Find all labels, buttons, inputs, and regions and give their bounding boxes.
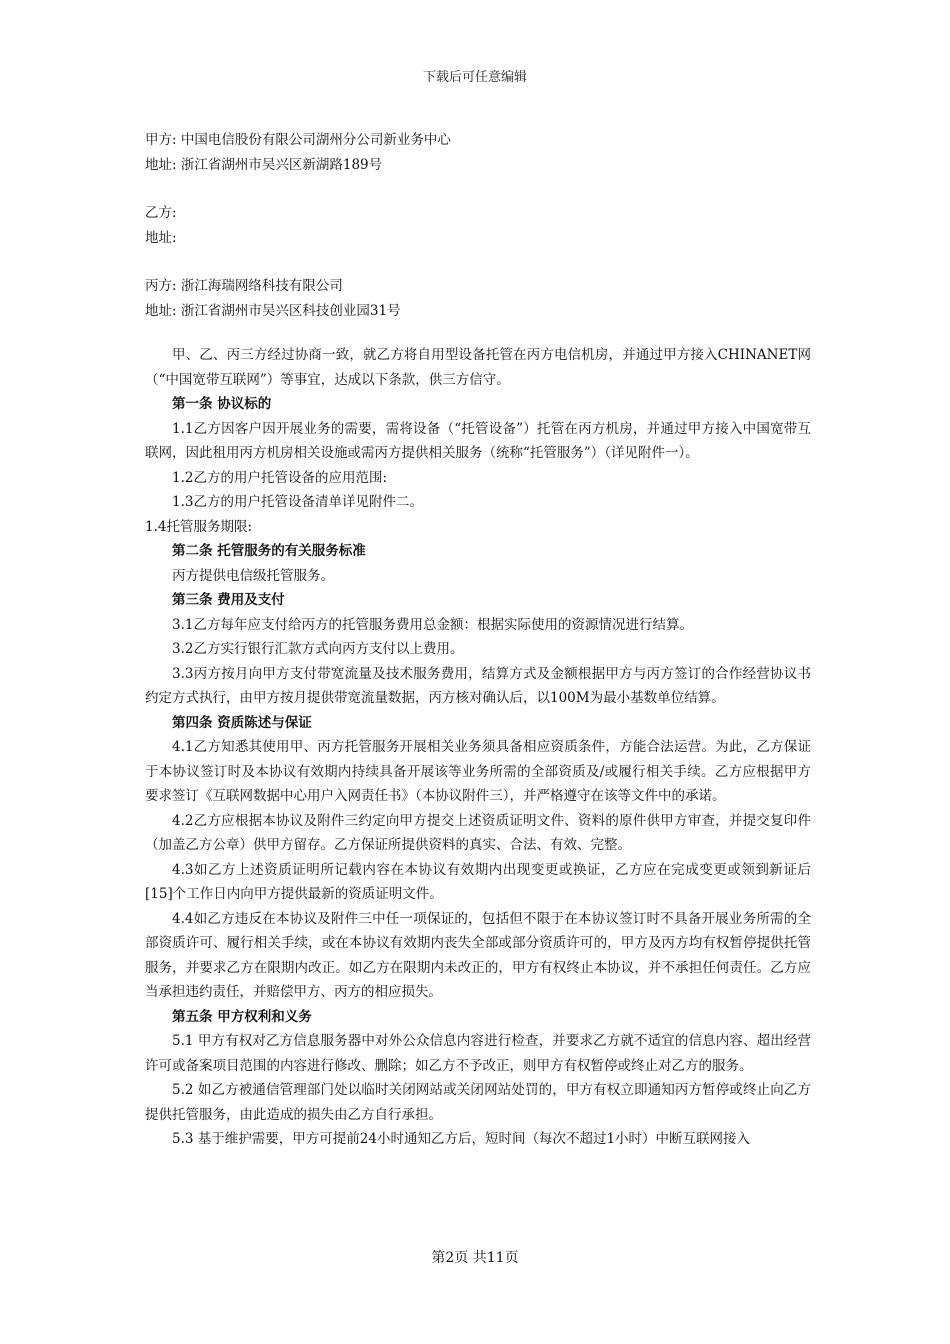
clause-1-1: 1.1乙方因客户因开展业务的需要，需将设备（“托管设备”）托管在丙方机房，并通过甲方接入中国宽带互联网，因此租用丙方机房相关设施或需丙方提供相关服务（统称“托管服务”）（详见附件一）。 — [145, 420, 811, 461]
party-a — [145, 128, 811, 153]
clause-3-1: 3.1乙方每年应支付给丙方的托管服务费用总金额：根据实际使用的资源情况进行结算。 — [172, 616, 693, 633]
clause-5-3: 5.3 基于维护需要，甲方可提前24小时通知乙方后，短时间（每次不超过1小时）中断互联网接入 — [172, 1131, 751, 1147]
party-a-name: 中国电信股份有限公司湖州分公司新业务中心 — [180, 132, 451, 148]
party-a-address — [145, 153, 811, 178]
clause-4-4: 4.4如乙方违反在本协议及附件三中任一项保证的，包括但不限于在本协议签订时不具备开展业务所需的全部资质许可、履行相关手续，或在本协议有效期内丧失全部或部分资质许可的，甲方及丙方均有权暂停提供托管服务，并要求乙方在限期内改正。如乙方在限期内未改正的，甲方有权终止本协议，并不承担任何责任。乙方应当承担违约责任，并赔偿甲方、丙方的相应损失。 — [145, 910, 811, 1000]
section-3-title: 第三条 费用及支付 — [172, 592, 285, 608]
party-a-label: 甲方: — [145, 132, 177, 148]
party-c — [145, 274, 811, 299]
party-c-name: 浙江海瑞网络科技有限公司 — [180, 278, 343, 294]
intro-paragraph: 甲、乙、丙三方经过协商一致，就乙方将自用型设备托管在丙方电信机房，并通过甲方接入CHINANET网（“中国宽带互联网”）等事宜，达成以下条款，供三方信守。 — [145, 347, 811, 388]
party-c-label: 丙方: — [145, 278, 177, 294]
clause-4-1: 4.1乙方知悉其使用甲、丙方托管服务开展相关业务须具备相应资质条件，方能合法运营。为此，乙方保证于本协议签订时及本协议有效期内持续具备开展该等业务所需的全部资质及/或履行相关手续。乙方应根据甲方要求签订《互联网数据中心用户入网责任书》（本协议附件三），并严格遵守在该等文件中的承诺。 — [145, 739, 811, 804]
clause-1-2: 1.2乙方的用户托管设备的应用范围: — [172, 469, 388, 486]
party-b-address-label: 地址: — [145, 229, 177, 246]
clause-4-3: 4.3如乙方上述资质证明所记载内容在本协议有效期内出现变更或换证，乙方应在完成变更或领到新证后[15]个工作日内向甲方提供最新的资质证明文件。 — [145, 861, 811, 902]
clause-5-2: 5.2 如乙方被通信管理部门处以临时关闭网站或关闭网站处罚的，甲方有权立即通知丙方暂停或终止向乙方提供托管服务，由此造成的损失由乙方自行承担。 — [145, 1082, 811, 1123]
section-1-title: 第一条 协议标的 — [172, 396, 272, 412]
section-5-title: 第五条 甲方权利和义务 — [172, 1008, 312, 1025]
party-b — [145, 201, 811, 226]
party-c-address-label: 地址: — [145, 302, 177, 319]
clause-2-body: 丙方提供电信级托管服务。 — [172, 567, 334, 584]
clause-1-4: 1.4托管服务期限: — [145, 518, 253, 535]
contract-body — [145, 128, 811, 1152]
page-header: 下载后可任意编辑 — [422, 70, 527, 85]
party-c-address-value: 浙江省湖州市吴兴区科技创业园31号 — [180, 302, 401, 319]
clause-3-2: 3.2乙方实行银行汇款方式向丙方支付以上费用。 — [172, 641, 464, 657]
party-b-address — [145, 226, 811, 251]
party-c-address — [145, 299, 811, 324]
section-4-title: 第四条 资质陈述与保证 — [172, 714, 312, 731]
page-footer: 第2页 共11页 — [431, 1250, 519, 1266]
party-b-label: 乙方: — [145, 205, 177, 221]
clause-3-3: 3.3丙方按月向甲方支付带宽流量及技术服务费用，结算方式及金额根据甲方与丙方签订的合作经营协议书约定方式执行，由甲方按月提供带宽流量数据，丙方核对确认后，以100M为最小基数单位结算。 — [145, 665, 811, 706]
clause-4-2: 4.2乙方应根据本协议及附件三约定向甲方提交上述资质证明文件、资料的原件供甲方审查，并提交复印件（加盖乙方公章）供甲方留存。乙方保证所提供资料的真实、合法、有效、完整。 — [145, 812, 811, 853]
party-a-address-label: 地址: — [145, 156, 177, 173]
section-2-title: 第二条 托管服务的有关服务标准 — [172, 543, 366, 559]
clause-1-3: 1.3乙方的用户托管设备清单详见附件二。 — [172, 494, 423, 510]
party-a-address-value: 浙江省湖州市吴兴区新湖路189号 — [180, 156, 383, 173]
clause-5-1: 5.1 甲方有权对乙方信息服务器中对外公众信息内容进行检查，并要求乙方就不适宜的信息内容、超出经营许可或备案项目范围的内容进行修改、删除；如乙方不予改正，则甲方有权暂停或终止对乙方的服务。 — [145, 1033, 811, 1074]
